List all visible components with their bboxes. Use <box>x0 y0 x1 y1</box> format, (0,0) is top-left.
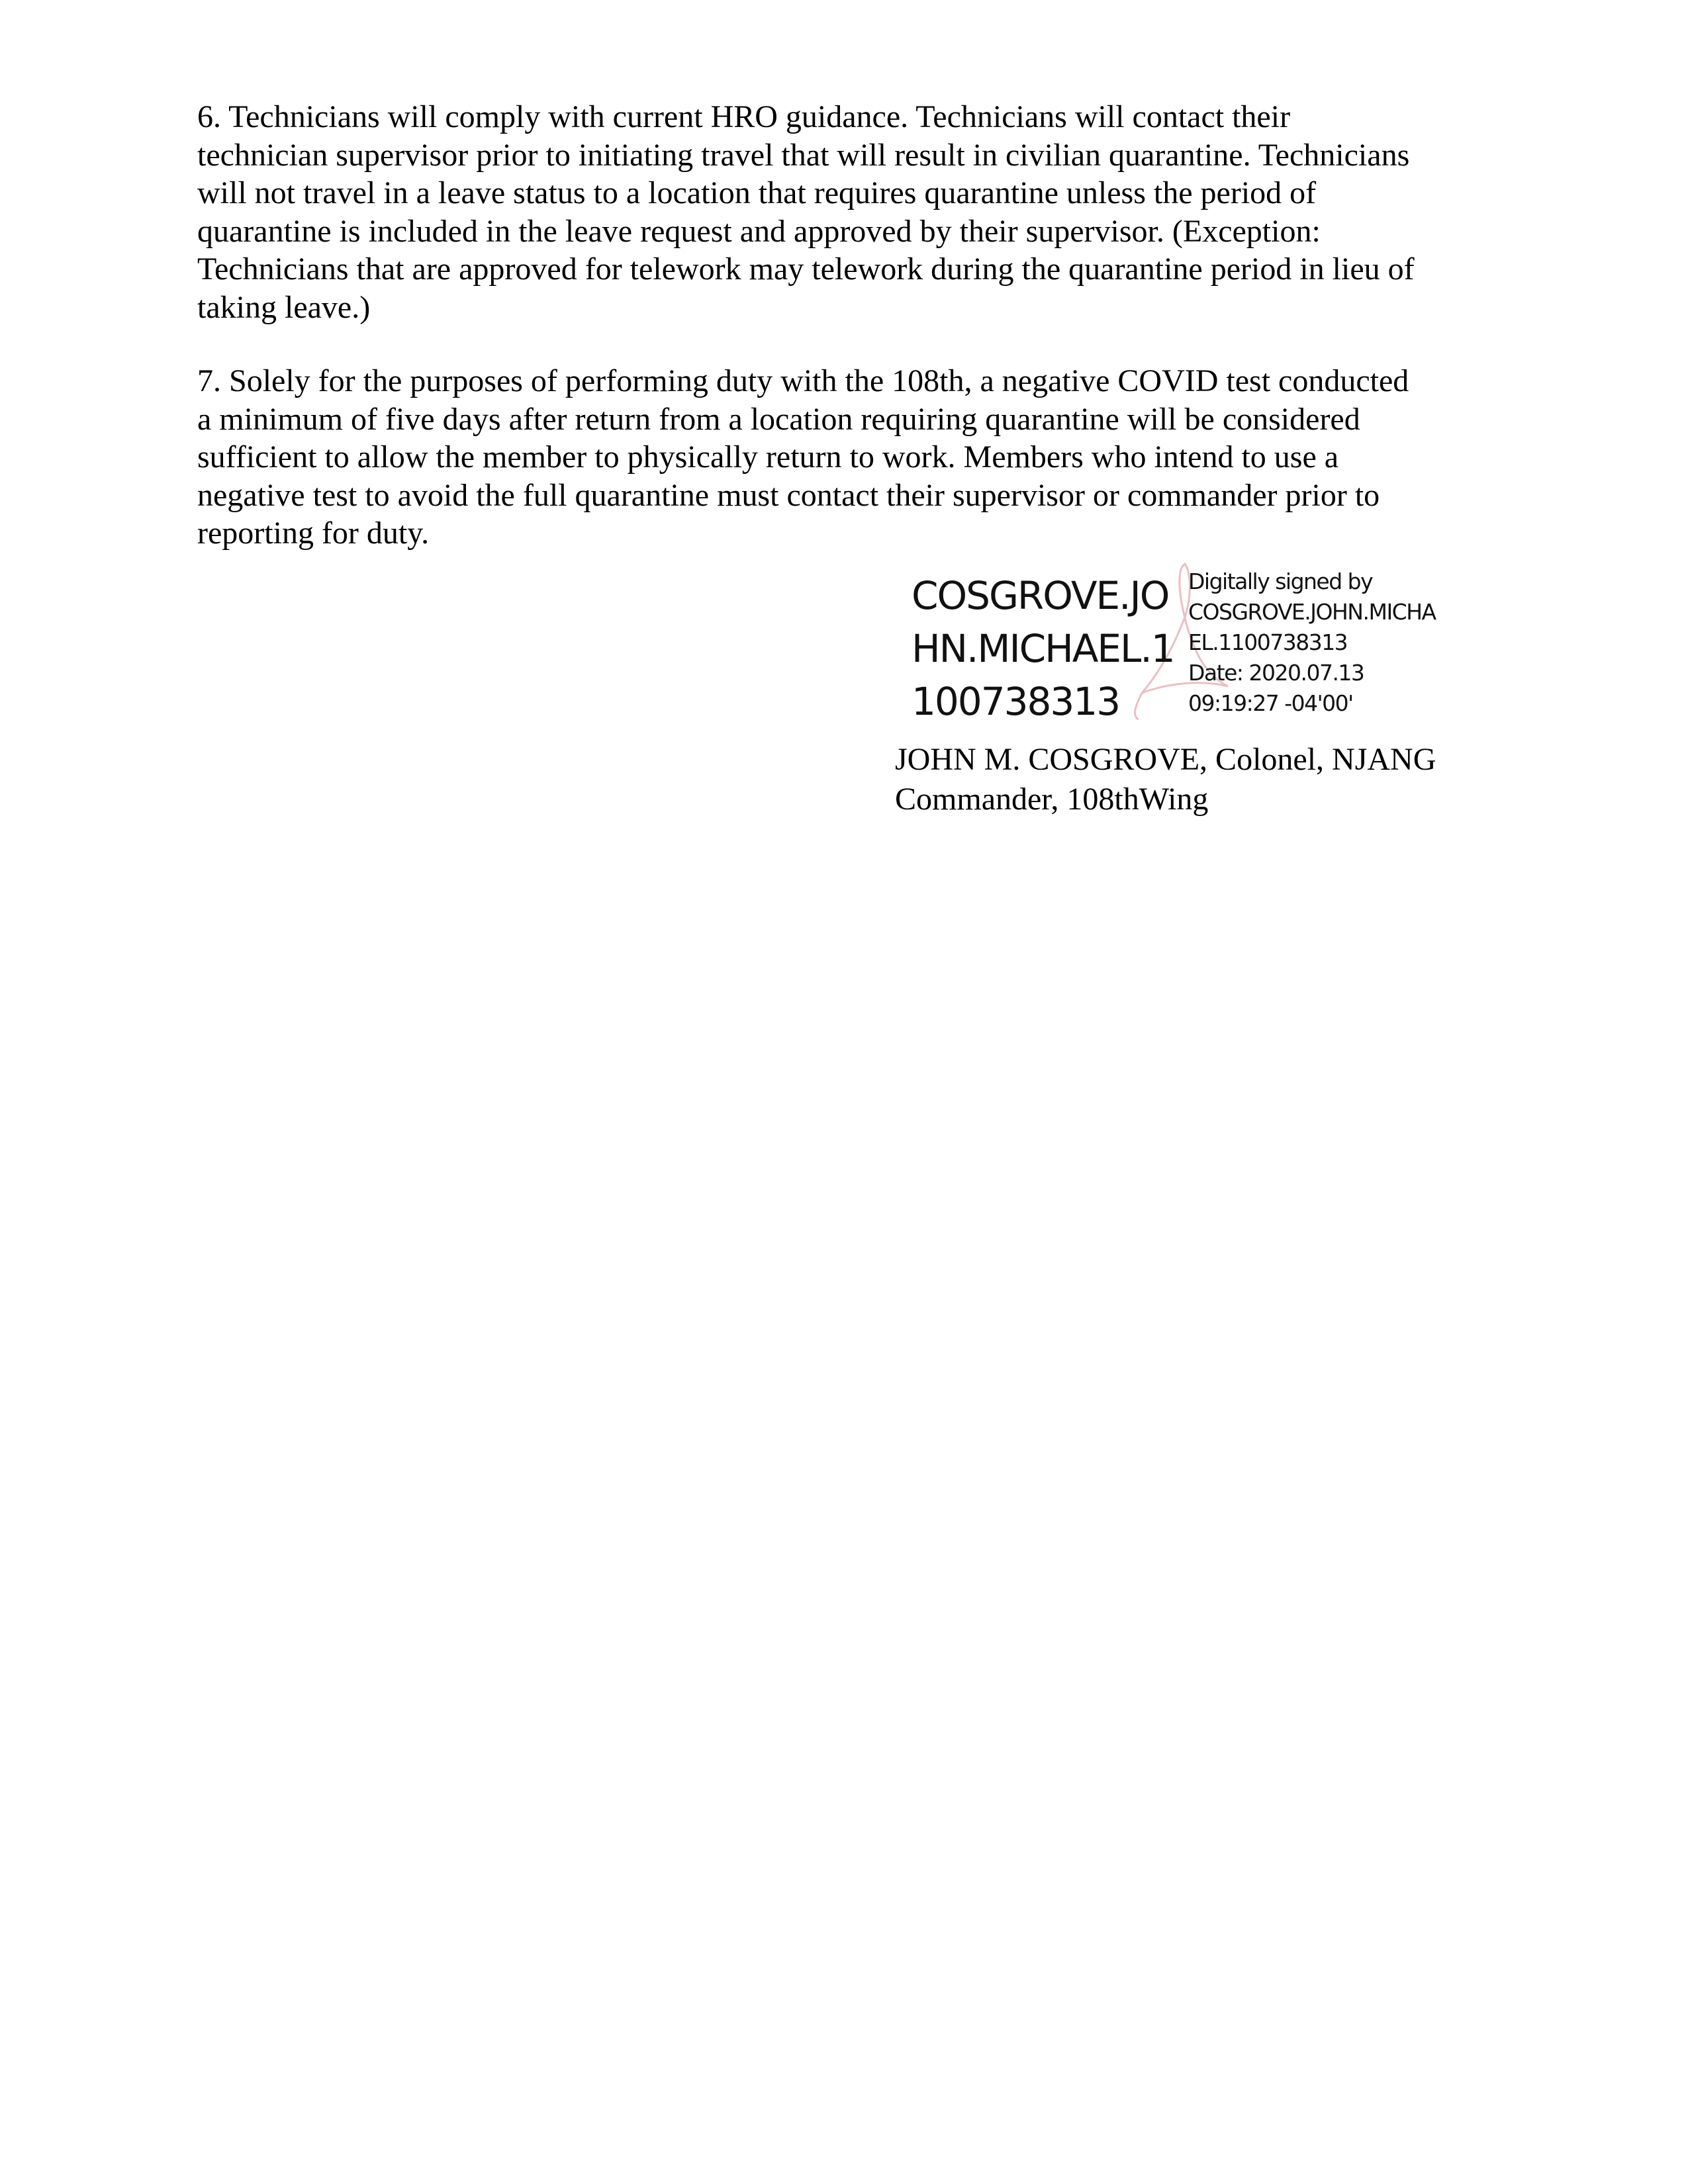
signature-details <box>1188 567 1436 719</box>
signature-block <box>895 740 1436 819</box>
paragraph-line: a minimum of five days after return from a location requiring quarantine will be considered <box>197 401 1360 437</box>
signature-time: 09:19:27 -04'00' <box>1188 690 1353 716</box>
paragraph-line: negative test to avoid the full quarantine must contact their supervisor or commander prior to <box>197 477 1380 513</box>
paragraph-line: will not travel in a leave status to a location that requires quarantine unless the period of <box>197 175 1317 210</box>
paragraph-line: taking leave.) <box>197 289 371 325</box>
signer-title: Commander, 108thWing <box>895 782 1209 817</box>
paragraph-line: technician supervisor prior to initiating travel that will result in civilian quarantine. Technicians <box>197 137 1410 173</box>
paragraph-line: 7. Solely for the purposes of performing duty with the 108th, a negative COVID test conducted <box>197 363 1409 398</box>
signer-name-line: HN.MICHAEL.1 <box>912 626 1174 671</box>
signer-name <box>912 569 1174 728</box>
signer-name-line: 100738313 <box>912 679 1120 724</box>
signature-detail-line: EL.1100738313 <box>1188 629 1348 655</box>
paragraph-line: reporting for duty. <box>197 516 430 551</box>
signer-name-rank: JOHN M. COSGROVE, Colonel, NJANG <box>895 742 1436 777</box>
paragraph-6 <box>197 98 1495 326</box>
signer-name-line: COSGROVE.JO <box>912 573 1169 618</box>
digital-signature-field[interactable] <box>897 557 1493 723</box>
paragraph-line: 6. Technicians will comply with current HRO guidance. Technicians will contact their <box>197 99 1291 134</box>
signature-detail-line: COSGROVE.JOHN.MICHA <box>1188 599 1436 625</box>
paragraph-line: Technicians that are approved for telework may telework during the quarantine period in lieu of <box>197 251 1415 287</box>
signature-date: Date: 2020.07.13 <box>1188 660 1364 686</box>
signature-detail-line: Digitally signed by <box>1188 569 1373 594</box>
paragraph-line: sufficient to allow the member to physically return to work. Members who intend to use a <box>197 439 1339 475</box>
paragraph-7 <box>197 362 1495 553</box>
paragraph-line: quarantine is included in the leave request and approved by their supervisor. (Exception: <box>197 213 1321 249</box>
